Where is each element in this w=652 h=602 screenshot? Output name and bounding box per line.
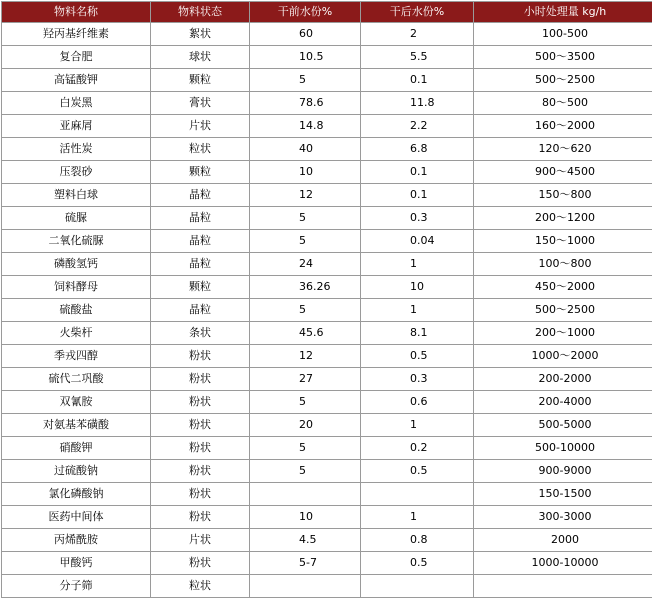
table-row bbox=[2, 414, 652, 437]
table-row bbox=[2, 437, 652, 460]
cell-hourly-capacity bbox=[474, 575, 652, 598]
cell-moisture-after: 1 bbox=[361, 253, 474, 276]
cell-moisture-after: 10 bbox=[361, 276, 474, 299]
cell-material-state: 粉状 bbox=[151, 414, 250, 437]
cell-hourly-capacity: 120～620 bbox=[474, 138, 652, 161]
cell-material-name: 医药中间体 bbox=[2, 506, 151, 529]
cell-moisture-before: 40 bbox=[250, 138, 361, 161]
table-row bbox=[2, 368, 652, 391]
cell-material-name: 火柴杆 bbox=[2, 322, 151, 345]
header-hourly-capacity: 小时处理量 kg/h bbox=[474, 2, 652, 23]
table-row bbox=[2, 115, 652, 138]
cell-material-state: 颗粒 bbox=[151, 69, 250, 92]
cell-material-name: 过硫酸钠 bbox=[2, 460, 151, 483]
cell-moisture-before: 5 bbox=[250, 460, 361, 483]
cell-hourly-capacity: 100～800 bbox=[474, 253, 652, 276]
cell-moisture-after: 0.8 bbox=[361, 529, 474, 552]
cell-material-name: 二氧化硫脲 bbox=[2, 230, 151, 253]
cell-material-name: 高锰酸钾 bbox=[2, 69, 151, 92]
table-row bbox=[2, 161, 652, 184]
table-row bbox=[2, 69, 652, 92]
cell-material-state: 条状 bbox=[151, 322, 250, 345]
cell-moisture-before: 36.26 bbox=[250, 276, 361, 299]
cell-moisture-after: 0.1 bbox=[361, 184, 474, 207]
cell-moisture-after: 0.6 bbox=[361, 391, 474, 414]
cell-material-state: 球状 bbox=[151, 46, 250, 69]
cell-moisture-after bbox=[361, 483, 474, 506]
cell-moisture-before: 12 bbox=[250, 184, 361, 207]
cell-material-name: 分子筛 bbox=[2, 575, 151, 598]
table-row bbox=[2, 184, 652, 207]
cell-moisture-before: 10.5 bbox=[250, 46, 361, 69]
cell-moisture-before: 5 bbox=[250, 207, 361, 230]
cell-moisture-before: 20 bbox=[250, 414, 361, 437]
cell-moisture-before: 5 bbox=[250, 437, 361, 460]
cell-moisture-before: 5-7 bbox=[250, 552, 361, 575]
cell-hourly-capacity: 80～500 bbox=[474, 92, 652, 115]
table-row bbox=[2, 483, 652, 506]
table-row bbox=[2, 322, 652, 345]
cell-moisture-before: 5 bbox=[250, 230, 361, 253]
cell-material-state: 颗粒 bbox=[151, 161, 250, 184]
cell-material-name: 甲酸钙 bbox=[2, 552, 151, 575]
cell-material-state: 颗粒 bbox=[151, 276, 250, 299]
cell-hourly-capacity: 150～800 bbox=[474, 184, 652, 207]
header-material-name: 物料名称 bbox=[2, 2, 151, 23]
table-row bbox=[2, 23, 652, 46]
cell-material-state: 粒状 bbox=[151, 138, 250, 161]
cell-hourly-capacity: 100-500 bbox=[474, 23, 652, 46]
cell-moisture-after: 0.1 bbox=[361, 69, 474, 92]
cell-material-name: 塑料白球 bbox=[2, 184, 151, 207]
cell-material-name: 羟丙基纤维素 bbox=[2, 23, 151, 46]
table-row bbox=[2, 253, 652, 276]
cell-hourly-capacity: 500-10000 bbox=[474, 437, 652, 460]
cell-material-state: 粉状 bbox=[151, 460, 250, 483]
table-body bbox=[2, 23, 652, 598]
cell-material-state: 絮状 bbox=[151, 23, 250, 46]
table-header-row bbox=[2, 2, 652, 23]
cell-material-state: 粉状 bbox=[151, 391, 250, 414]
cell-moisture-before: 12 bbox=[250, 345, 361, 368]
table-row bbox=[2, 506, 652, 529]
cell-material-name: 磷酸氢钙 bbox=[2, 253, 151, 276]
cell-hourly-capacity: 200～1200 bbox=[474, 207, 652, 230]
cell-material-state: 粉状 bbox=[151, 345, 250, 368]
cell-moisture-before: 4.5 bbox=[250, 529, 361, 552]
table-row bbox=[2, 552, 652, 575]
cell-moisture-before: 5 bbox=[250, 299, 361, 322]
cell-hourly-capacity: 160～2000 bbox=[474, 115, 652, 138]
cell-material-name: 硫脲 bbox=[2, 207, 151, 230]
cell-hourly-capacity: 200～1000 bbox=[474, 322, 652, 345]
cell-moisture-after: 0.04 bbox=[361, 230, 474, 253]
cell-moisture-after: 0.3 bbox=[361, 207, 474, 230]
material-drying-table bbox=[1, 1, 652, 598]
cell-material-state: 晶粒 bbox=[151, 230, 250, 253]
cell-material-state: 粉状 bbox=[151, 368, 250, 391]
cell-moisture-after: 8.1 bbox=[361, 322, 474, 345]
cell-material-name: 硝酸钾 bbox=[2, 437, 151, 460]
cell-moisture-after: 2.2 bbox=[361, 115, 474, 138]
cell-moisture-before: 14.8 bbox=[250, 115, 361, 138]
cell-moisture-before: 10 bbox=[250, 161, 361, 184]
cell-material-name: 复合肥 bbox=[2, 46, 151, 69]
table-row bbox=[2, 230, 652, 253]
cell-material-state: 晶粒 bbox=[151, 207, 250, 230]
cell-moisture-before: 10 bbox=[250, 506, 361, 529]
cell-hourly-capacity: 450～2000 bbox=[474, 276, 652, 299]
cell-hourly-capacity: 500～3500 bbox=[474, 46, 652, 69]
cell-material-state: 粉状 bbox=[151, 506, 250, 529]
cell-material-name: 双氰胺 bbox=[2, 391, 151, 414]
cell-material-name: 季戎四醇 bbox=[2, 345, 151, 368]
cell-material-name: 白炭黑 bbox=[2, 92, 151, 115]
cell-hourly-capacity: 150～1000 bbox=[474, 230, 652, 253]
cell-hourly-capacity: 1000-10000 bbox=[474, 552, 652, 575]
cell-moisture-before: 45.6 bbox=[250, 322, 361, 345]
cell-hourly-capacity: 900～4500 bbox=[474, 161, 652, 184]
table-row bbox=[2, 276, 652, 299]
cell-moisture-after: 0.2 bbox=[361, 437, 474, 460]
cell-moisture-before: 60 bbox=[250, 23, 361, 46]
header-moisture-before: 干前水份% bbox=[250, 2, 361, 23]
header-material-state: 物料状态 bbox=[151, 2, 250, 23]
cell-hourly-capacity: 500～2500 bbox=[474, 69, 652, 92]
cell-material-state: 膏状 bbox=[151, 92, 250, 115]
cell-material-state: 片状 bbox=[151, 529, 250, 552]
cell-moisture-after: 1 bbox=[361, 414, 474, 437]
cell-material-state: 片状 bbox=[151, 115, 250, 138]
cell-hourly-capacity: 900-9000 bbox=[474, 460, 652, 483]
cell-material-state: 粉状 bbox=[151, 552, 250, 575]
table-row bbox=[2, 92, 652, 115]
cell-material-state: 晶粒 bbox=[151, 253, 250, 276]
table-row bbox=[2, 46, 652, 69]
cell-material-name: 亚麻屑 bbox=[2, 115, 151, 138]
cell-hourly-capacity: 200-4000 bbox=[474, 391, 652, 414]
cell-hourly-capacity: 1000～2000 bbox=[474, 345, 652, 368]
cell-moisture-before: 27 bbox=[250, 368, 361, 391]
cell-moisture-after: 0.5 bbox=[361, 345, 474, 368]
cell-material-state: 粉状 bbox=[151, 437, 250, 460]
cell-moisture-after bbox=[361, 575, 474, 598]
table-row bbox=[2, 460, 652, 483]
cell-moisture-after: 5.5 bbox=[361, 46, 474, 69]
cell-hourly-capacity: 150-1500 bbox=[474, 483, 652, 506]
cell-moisture-before: 24 bbox=[250, 253, 361, 276]
cell-material-state: 粉状 bbox=[151, 483, 250, 506]
cell-moisture-after: 1 bbox=[361, 506, 474, 529]
header-moisture-after: 干后水份% bbox=[361, 2, 474, 23]
cell-moisture-before: 78.6 bbox=[250, 92, 361, 115]
cell-hourly-capacity: 500-5000 bbox=[474, 414, 652, 437]
cell-moisture-after: 0.3 bbox=[361, 368, 474, 391]
cell-hourly-capacity: 300-3000 bbox=[474, 506, 652, 529]
cell-material-name: 硫代二巩酸 bbox=[2, 368, 151, 391]
cell-material-state: 粒状 bbox=[151, 575, 250, 598]
cell-material-state: 晶粒 bbox=[151, 299, 250, 322]
table-row bbox=[2, 207, 652, 230]
cell-moisture-after: 2 bbox=[361, 23, 474, 46]
cell-material-state: 晶粒 bbox=[151, 184, 250, 207]
cell-hourly-capacity: 500～2500 bbox=[474, 299, 652, 322]
cell-material-name: 对氨基苯磺酸 bbox=[2, 414, 151, 437]
table-row bbox=[2, 345, 652, 368]
cell-material-name: 硫酸盐 bbox=[2, 299, 151, 322]
cell-moisture-after: 6.8 bbox=[361, 138, 474, 161]
cell-moisture-before bbox=[250, 483, 361, 506]
cell-material-name: 丙烯酰胺 bbox=[2, 529, 151, 552]
cell-hourly-capacity: 2000 bbox=[474, 529, 652, 552]
cell-moisture-before: 5 bbox=[250, 69, 361, 92]
table-row bbox=[2, 391, 652, 414]
cell-moisture-before: 5 bbox=[250, 391, 361, 414]
table-row bbox=[2, 299, 652, 322]
cell-hourly-capacity: 200-2000 bbox=[474, 368, 652, 391]
cell-moisture-after: 11.8 bbox=[361, 92, 474, 115]
cell-moisture-before bbox=[250, 575, 361, 598]
cell-material-name: 饲料酵母 bbox=[2, 276, 151, 299]
table-row bbox=[2, 138, 652, 161]
cell-moisture-after: 0.5 bbox=[361, 552, 474, 575]
cell-moisture-after: 1 bbox=[361, 299, 474, 322]
cell-material-name: 氯化磷酸钠 bbox=[2, 483, 151, 506]
cell-moisture-after: 0.1 bbox=[361, 161, 474, 184]
table-row bbox=[2, 529, 652, 552]
table-row bbox=[2, 575, 652, 598]
cell-moisture-after: 0.5 bbox=[361, 460, 474, 483]
cell-material-name: 活性炭 bbox=[2, 138, 151, 161]
cell-material-name: 压裂砂 bbox=[2, 161, 151, 184]
